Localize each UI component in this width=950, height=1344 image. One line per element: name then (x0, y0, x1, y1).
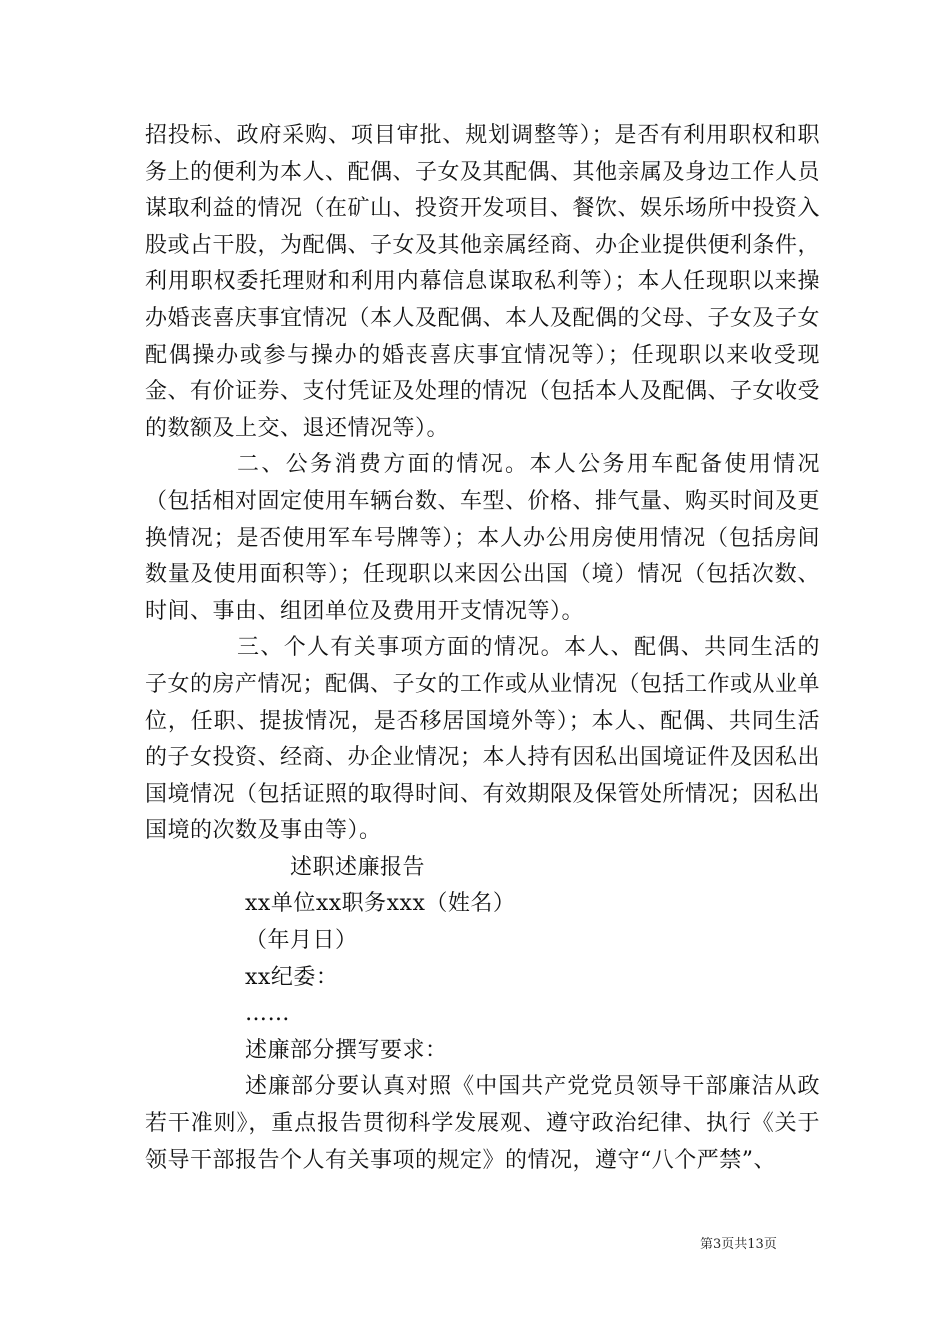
author-line: xx单位xx职务xxx（姓名） (245, 891, 516, 917)
document-body (145, 118, 820, 1179)
paragraph-section-three: 三、个人有关事项方面的情况。本人、配偶、共同生活的子女的房产情况；配偶、子女的工作或从业情况（包括工作或从业单位，任职、提拔情况，是否移居国境外等）；本人、配偶、共同生活的子女投资、经商、办企业情况；本人持有因私出国境证件及因私出国境情况（包括证照的取得时间、有效期限及保管处所情况；因私出国境的次数及事由等）。 (145, 635, 821, 844)
ellipsis-line: …… (245, 1001, 290, 1027)
section-heading: 述廉部分撰写要求： (245, 1037, 448, 1063)
addressee-line: xx纪委： (245, 964, 339, 990)
paragraph-continuation: 招投标、政府采购、项目审批、规划调整等）；是否有利用职权和职务上的便利为本人、配偶、子女及其配偶、其他亲属及身边工作人员谋取利益的情况（在矿山、投资开发项目、餐饮、娱乐场所中投资入股或占干股，为配偶、子女及其他亲属经商、办企业提供便利条件，利用职权委托理财和利用内幕信息谋取私利等）；本人任现职以来操办婚丧喜庆事宜情况（本人及配偶、本人及配偶的父母、子女及子女配偶操办或参与操办的婚丧喜庆事宜情况等）；任现职以来收受现金、有价证券、支付凭证及处理的情况（包括本人及配偶、子女收受的数额及上交、退还情况等）。 (145, 123, 821, 441)
paragraph-section-two: 二、公务消费方面的情况。本人公务用车配备使用情况（包括相对固定使用车辆台数、车型、价格、排气量、购买时间及更换情况；是否使用军车号牌等）；本人办公用房使用情况（包括房间数量及使用面积等）；任现职以来因公出国（境）情况（包括次数、时间、事由、组团单位及费用开支情况等）。 (145, 452, 821, 624)
page-number: 第3页共13页 (700, 1237, 777, 1252)
date-line: （年月日） (245, 928, 358, 954)
report-title: 述职述廉报告 (290, 854, 426, 880)
paragraph-requirements: 述廉部分要认真对照《中国共产党党员领导干部廉洁从政若干准则》，重点报告贯彻科学发展观、遵守政治纪律、执行《关于领导干部报告个人有关事项的规定》的情况，遵守“八个严禁”、 (145, 1074, 820, 1173)
